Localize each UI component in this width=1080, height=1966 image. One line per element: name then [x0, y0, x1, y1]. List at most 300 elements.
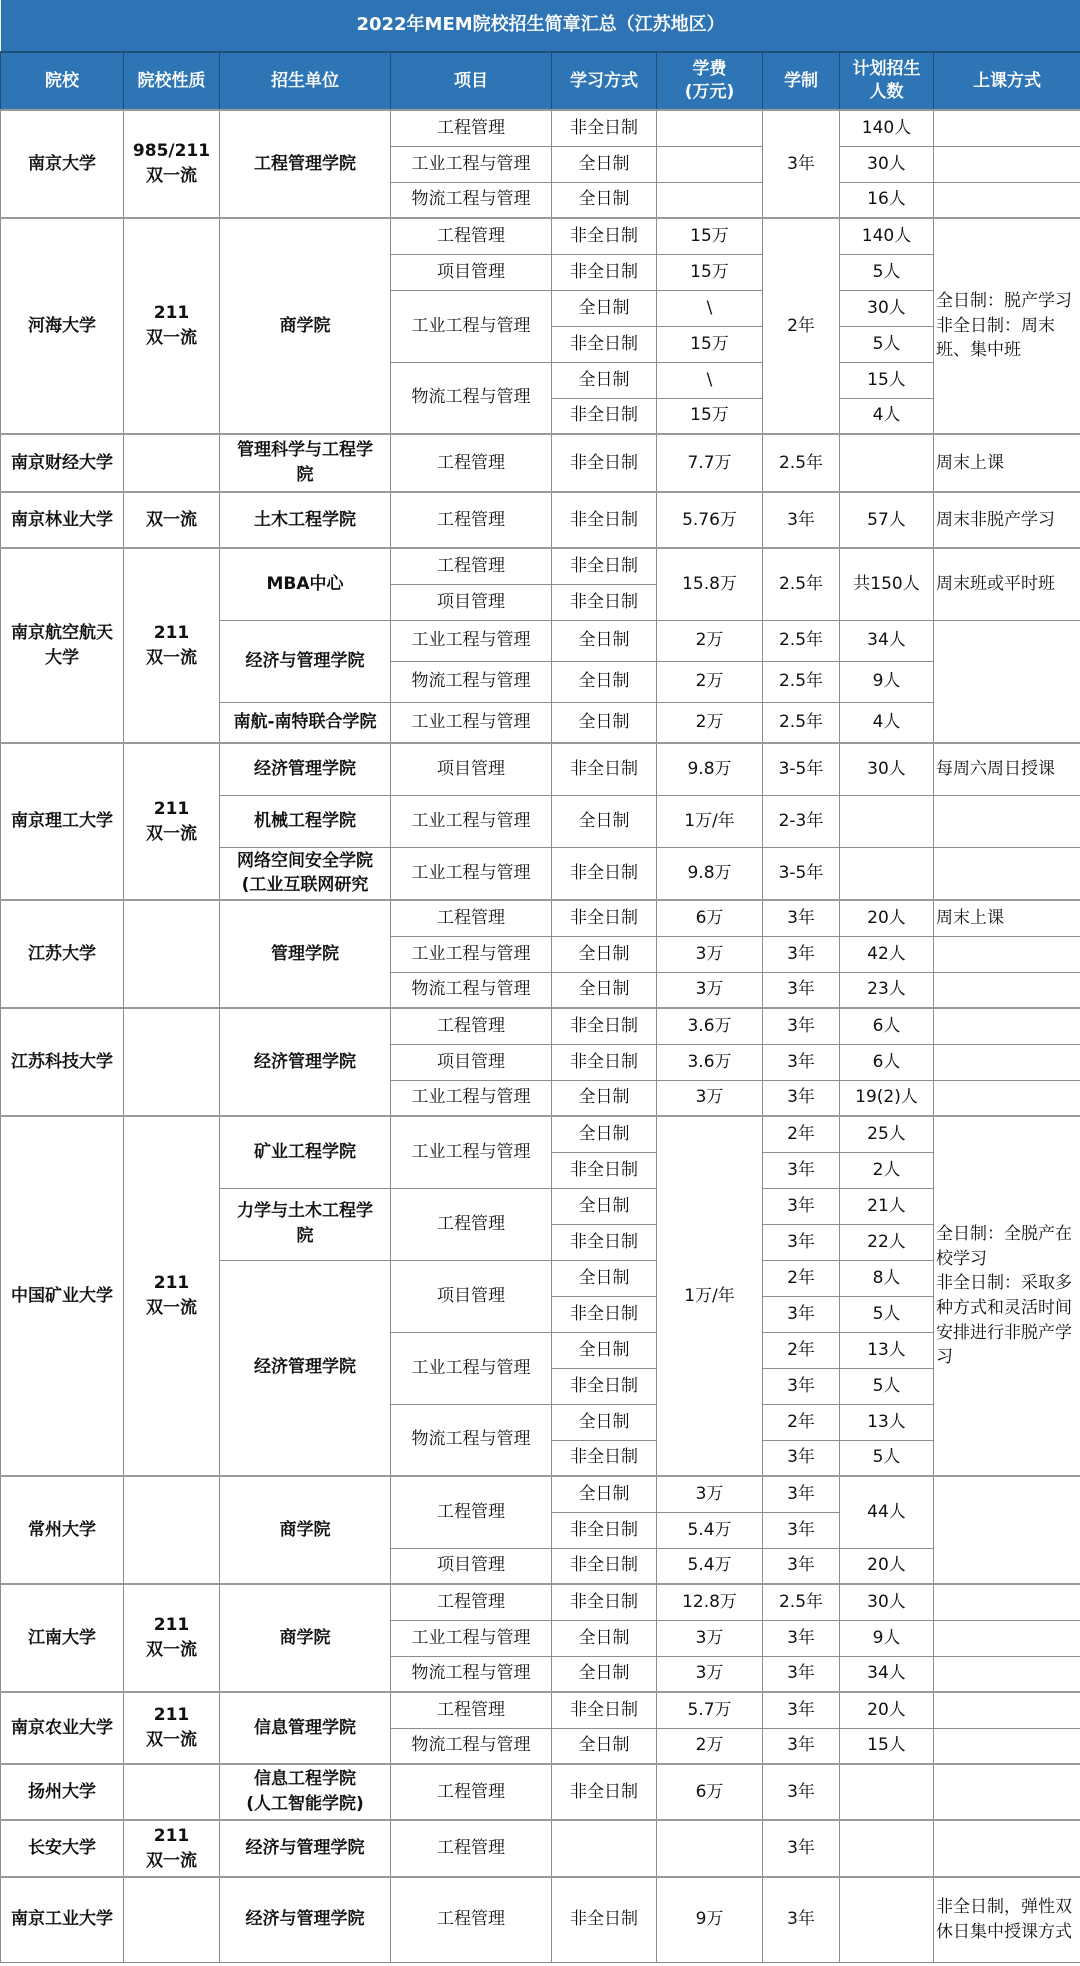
cell-unit: 经济与管理学院: [220, 620, 391, 702]
cell-duration: 2年: [763, 1332, 840, 1368]
cell-duration: 2.5年: [763, 661, 840, 702]
cell-school: 南京农业大学: [1, 1692, 124, 1764]
cell-fee: 2万: [657, 661, 763, 702]
cell-unit: 网络空间安全学院 (工业互联网研究: [220, 847, 391, 900]
cell-schedule: [934, 1656, 1080, 1692]
cell-schedule: [934, 1820, 1080, 1877]
cell-fee: 9.8万: [657, 847, 763, 900]
cell-quota: [840, 1764, 934, 1820]
cell-mode: 非全日制: [552, 398, 657, 434]
table-body: [1, 110, 1080, 1962]
cell-fee: 6万: [657, 1764, 763, 1820]
cell-duration: 3年: [763, 110, 840, 218]
cell-mode: 全日制: [552, 146, 657, 182]
cell-quota: 57人: [840, 492, 934, 548]
table-row: [1, 218, 1080, 254]
cell-mode: 全日制: [552, 1656, 657, 1692]
cell-quota: [840, 1820, 934, 1877]
cell-mode: 全日制: [552, 1476, 657, 1512]
cell-mode: 非全日制: [552, 1008, 657, 1044]
cell-schedule: 每周六周日授课: [934, 743, 1080, 795]
cell-fee: 5.4万: [657, 1548, 763, 1584]
cell-quota: 5人: [840, 1440, 934, 1476]
cell-mode: 非全日制: [552, 584, 657, 620]
column-header-program: 项目: [391, 52, 552, 110]
cell-quota: 共150人: [840, 548, 934, 620]
cell-unit: MBA中心: [220, 548, 391, 620]
cell-duration: 3年: [763, 1476, 840, 1512]
cell-duration: 2.5年: [763, 434, 840, 492]
cell-schedule: [934, 972, 1080, 1008]
cell-mode: 非全日制: [552, 1044, 657, 1080]
cell-duration: 3年: [763, 1512, 840, 1548]
cell-type: 211 双一流: [124, 1584, 220, 1692]
cell-school: 长安大学: [1, 1820, 124, 1877]
cell-school: 江苏科技大学: [1, 1008, 124, 1116]
cell-quota: 25人: [840, 1116, 934, 1152]
cell-fee: 15万: [657, 218, 763, 254]
cell-duration: 3-5年: [763, 847, 840, 900]
cell-schedule: [934, 795, 1080, 847]
cell-duration: 3年: [763, 1764, 840, 1820]
table-row: [1, 1584, 1080, 1620]
cell-mode: 全日制: [552, 362, 657, 398]
cell-school: 南京工业大学: [1, 1877, 124, 1962]
cell-schedule: [934, 182, 1080, 218]
cell-fee: 3.6万: [657, 1008, 763, 1044]
column-header-type: 院校性质: [124, 52, 220, 110]
column-header-unit: 招生单位: [220, 52, 391, 110]
cell-program: 物流工程与管理: [391, 972, 552, 1008]
cell-unit: 商学院: [220, 1476, 391, 1584]
cell-quota: 30人: [840, 146, 934, 182]
cell-quota: 9人: [840, 661, 934, 702]
cell-fee: 5.4万: [657, 1512, 763, 1548]
cell-mode: 全日制: [552, 1332, 657, 1368]
cell-unit: 工程管理学院: [220, 110, 391, 218]
cell-fee: 3.6万: [657, 1044, 763, 1080]
cell-program: 项目管理: [391, 1260, 552, 1332]
cell-school: 江苏大学: [1, 900, 124, 1008]
cell-quota: 5人: [840, 254, 934, 290]
cell-duration: 3年: [763, 1728, 840, 1764]
cell-schedule: [934, 1008, 1080, 1044]
column-header-fee: 学费 (万元): [657, 52, 763, 110]
cell-mode: 全日制: [552, 1080, 657, 1116]
cell-fee: \: [657, 290, 763, 326]
cell-quota: [840, 795, 934, 847]
cell-quota: 30人: [840, 743, 934, 795]
cell-unit: 管理学院: [220, 900, 391, 1008]
cell-fee: 2万: [657, 1728, 763, 1764]
cell-duration: 3年: [763, 1368, 840, 1404]
cell-program: 工程管理: [391, 1188, 552, 1260]
cell-schedule: [934, 847, 1080, 900]
cell-program: 工程管理: [391, 1008, 552, 1044]
cell-duration: 2.5年: [763, 1584, 840, 1620]
cell-schedule: [934, 1764, 1080, 1820]
cell-schedule: 周末上课: [934, 434, 1080, 492]
cell-type: 211 双一流: [124, 1692, 220, 1764]
cell-mode: [552, 1820, 657, 1877]
cell-quota: 34人: [840, 620, 934, 661]
cell-type: [124, 1877, 220, 1962]
cell-mode: 全日制: [552, 795, 657, 847]
table-row: [1, 1476, 1080, 1512]
cell-schedule: [934, 1620, 1080, 1656]
cell-type: 211 双一流: [124, 1116, 220, 1476]
table-row: [1, 1692, 1080, 1728]
cell-program: 工业工程与管理: [391, 290, 552, 362]
cell-mode: 全日制: [552, 936, 657, 972]
cell-unit: 力学与土木工程学 院: [220, 1188, 391, 1260]
cell-quota: 30人: [840, 290, 934, 326]
cell-quota: 13人: [840, 1404, 934, 1440]
cell-schedule: [934, 620, 1080, 743]
cell-quota: 34人: [840, 1656, 934, 1692]
cell-fee: 15万: [657, 398, 763, 434]
cell-quota: 4人: [840, 398, 934, 434]
cell-program: 工程管理: [391, 110, 552, 146]
cell-program: 项目管理: [391, 1044, 552, 1080]
cell-program: 工业工程与管理: [391, 936, 552, 972]
cell-fee: 3万: [657, 936, 763, 972]
cell-schedule: [934, 1476, 1080, 1584]
cell-quota: 5人: [840, 326, 934, 362]
cell-quota: 30人: [840, 1584, 934, 1620]
cell-duration: 2年: [763, 1116, 840, 1152]
title-row: [1, 0, 1080, 52]
cell-duration: 3年: [763, 972, 840, 1008]
cell-mode: 全日制: [552, 620, 657, 661]
cell-program: 工程管理: [391, 492, 552, 548]
table-row: [1, 492, 1080, 548]
cell-quota: 140人: [840, 218, 934, 254]
cell-type: 双一流: [124, 492, 220, 548]
cell-schedule: [934, 1584, 1080, 1620]
cell-quota: 140人: [840, 110, 934, 146]
cell-quota: [840, 1877, 934, 1962]
cell-quota: 21人: [840, 1188, 934, 1224]
column-header-schedule: 上课方式: [934, 52, 1080, 110]
cell-fee: 3万: [657, 972, 763, 1008]
cell-type: [124, 1476, 220, 1584]
cell-program: 工程管理: [391, 434, 552, 492]
cell-mode: 全日制: [552, 1404, 657, 1440]
cell-mode: 非全日制: [552, 1692, 657, 1728]
cell-quota: 22人: [840, 1224, 934, 1260]
cell-duration: 3年: [763, 1044, 840, 1080]
cell-school: 中国矿业大学: [1, 1116, 124, 1476]
cell-fee: 15万: [657, 326, 763, 362]
cell-mode: 非全日制: [552, 1584, 657, 1620]
cell-program: 工业工程与管理: [391, 847, 552, 900]
cell-schedule: 周末班或平时班: [934, 548, 1080, 620]
cell-schedule: 非全日制，弹性双休日集中授课方式: [934, 1877, 1080, 1962]
cell-type: 211 双一流: [124, 743, 220, 900]
cell-fee: 2万: [657, 702, 763, 743]
cell-fee: [657, 182, 763, 218]
cell-fee: 2万: [657, 620, 763, 661]
cell-duration: 2年: [763, 1404, 840, 1440]
cell-quota: 5人: [840, 1296, 934, 1332]
cell-duration: 3年: [763, 1620, 840, 1656]
cell-type: [124, 1008, 220, 1116]
cell-duration: 3-5年: [763, 743, 840, 795]
cell-unit: 经济管理学院: [220, 1260, 391, 1476]
cell-duration: 3年: [763, 1692, 840, 1728]
cell-schedule: [934, 1044, 1080, 1080]
cell-program: 项目管理: [391, 743, 552, 795]
cell-school: 河海大学: [1, 218, 124, 434]
table-row: [1, 434, 1080, 492]
cell-unit: 矿业工程学院: [220, 1116, 391, 1188]
cell-mode: 非全日制: [552, 1877, 657, 1962]
cell-fee: 15.8万: [657, 548, 763, 620]
cell-duration: 3年: [763, 1440, 840, 1476]
cell-duration: 2.5年: [763, 702, 840, 743]
cell-quota: 6人: [840, 1008, 934, 1044]
cell-fee: 5.7万: [657, 1692, 763, 1728]
cell-schedule: [934, 1728, 1080, 1764]
cell-fee: 3万: [657, 1620, 763, 1656]
cell-duration: 2-3年: [763, 795, 840, 847]
cell-mode: 非全日制: [552, 492, 657, 548]
cell-quota: 23人: [840, 972, 934, 1008]
cell-type: 211 双一流: [124, 218, 220, 434]
cell-unit: 经济与管理学院: [220, 1820, 391, 1877]
cell-mode: 非全日制: [552, 1764, 657, 1820]
table-row: [1, 1116, 1080, 1152]
cell-duration: 2年: [763, 1260, 840, 1296]
cell-mode: 全日制: [552, 972, 657, 1008]
cell-fee: 15万: [657, 254, 763, 290]
cell-type: [124, 1764, 220, 1820]
cell-mode: 全日制: [552, 702, 657, 743]
cell-schedule: 全日制：脱产学习 非全日制：周末班、集中班: [934, 218, 1080, 434]
cell-duration: 3年: [763, 1656, 840, 1692]
cell-mode: 全日制: [552, 1188, 657, 1224]
cell-duration: 3年: [763, 492, 840, 548]
cell-quota: 15人: [840, 362, 934, 398]
cell-unit: 商学院: [220, 1584, 391, 1692]
cell-quota: 19(2)人: [840, 1080, 934, 1116]
cell-unit: 商学院: [220, 218, 391, 434]
cell-mode: 全日制: [552, 1260, 657, 1296]
cell-mode: 全日制: [552, 1116, 657, 1152]
cell-schedule: [934, 146, 1080, 182]
cell-school: 扬州大学: [1, 1764, 124, 1820]
cell-program: 物流工程与管理: [391, 661, 552, 702]
cell-duration: 3年: [763, 1224, 840, 1260]
cell-school: 南京大学: [1, 110, 124, 218]
cell-type: 211 双一流: [124, 1820, 220, 1877]
cell-schedule: 周末非脱产学习: [934, 492, 1080, 548]
cell-unit: 土木工程学院: [220, 492, 391, 548]
cell-fee: \: [657, 362, 763, 398]
cell-quota: 4人: [840, 702, 934, 743]
cell-schedule: [934, 1692, 1080, 1728]
cell-fee: 5.76万: [657, 492, 763, 548]
cell-fee: 12.8万: [657, 1584, 763, 1620]
cell-mode: 全日制: [552, 661, 657, 702]
cell-school: 南京林业大学: [1, 492, 124, 548]
cell-program: 物流工程与管理: [391, 362, 552, 434]
cell-program: 项目管理: [391, 584, 552, 620]
cell-mode: 全日制: [552, 182, 657, 218]
cell-unit: 信息工程学院 (人工智能学院): [220, 1764, 391, 1820]
cell-program: 工程管理: [391, 1692, 552, 1728]
cell-duration: 3年: [763, 1080, 840, 1116]
cell-mode: 非全日制: [552, 1440, 657, 1476]
column-header-quota: 计划招生 人数: [840, 52, 934, 110]
cell-duration: 2.5年: [763, 620, 840, 661]
table-row: [1, 1820, 1080, 1877]
cell-mode: 非全日制: [552, 1296, 657, 1332]
cell-unit: 经济管理学院: [220, 1008, 391, 1116]
cell-school: 江南大学: [1, 1584, 124, 1692]
cell-quota: [840, 847, 934, 900]
cell-quota: 16人: [840, 182, 934, 218]
cell-mode: 非全日制: [552, 1368, 657, 1404]
column-header-mode: 学习方式: [552, 52, 657, 110]
cell-fee: [657, 146, 763, 182]
cell-fee: 7.7万: [657, 434, 763, 492]
cell-program: 工业工程与管理: [391, 1116, 552, 1188]
cell-mode: 全日制: [552, 1620, 657, 1656]
cell-school: 南京理工大学: [1, 743, 124, 900]
cell-unit: 经济管理学院: [220, 743, 391, 795]
cell-mode: 非全日制: [552, 743, 657, 795]
cell-quota: 20人: [840, 1548, 934, 1584]
cell-mode: 非全日制: [552, 900, 657, 936]
cell-program: 工业工程与管理: [391, 702, 552, 743]
cell-fee: 6万: [657, 900, 763, 936]
cell-mode: 非全日制: [552, 326, 657, 362]
cell-type: [124, 900, 220, 1008]
cell-mode: 全日制: [552, 1728, 657, 1764]
cell-program: 项目管理: [391, 1548, 552, 1584]
cell-program: 工程管理: [391, 1877, 552, 1962]
cell-quota: 42人: [840, 936, 934, 972]
cell-mode: 非全日制: [552, 548, 657, 584]
cell-schedule: [934, 936, 1080, 972]
cell-quota: 20人: [840, 1692, 934, 1728]
cell-schedule: [934, 110, 1080, 146]
cell-duration: 3年: [763, 1152, 840, 1188]
cell-program: 工程管理: [391, 218, 552, 254]
cell-schedule: [934, 1080, 1080, 1116]
cell-mode: 非全日制: [552, 434, 657, 492]
cell-quota: 2人: [840, 1152, 934, 1188]
cell-schedule: 全日制：全脱产在校学习 非全日制：采取多种方式和灵活时间安排进行非脱产学习: [934, 1116, 1080, 1476]
cell-quota: 20人: [840, 900, 934, 936]
cell-program: 工程管理: [391, 1584, 552, 1620]
cell-unit: 经济与管理学院: [220, 1877, 391, 1962]
cell-duration: 3年: [763, 1008, 840, 1044]
cell-program: 物流工程与管理: [391, 1656, 552, 1692]
cell-school: 常州大学: [1, 1476, 124, 1584]
cell-mode: 非全日制: [552, 254, 657, 290]
column-header-duration: 学制: [763, 52, 840, 110]
cell-type: [124, 434, 220, 492]
table-row: [1, 743, 1080, 795]
cell-duration: 3年: [763, 1877, 840, 1962]
cell-fee: 3万: [657, 1476, 763, 1512]
cell-fee: 9万: [657, 1877, 763, 1962]
header-row: [1, 52, 1080, 110]
cell-duration: 2年: [763, 218, 840, 434]
column-header-school: 院校: [1, 52, 124, 110]
table-title: 2022年MEM院校招生简章汇总（江苏地区）: [1, 0, 1080, 52]
cell-unit: 信息管理学院: [220, 1692, 391, 1764]
cell-fee: 1万/年: [657, 795, 763, 847]
cell-fee: 1万/年: [657, 1116, 763, 1476]
table-row: [1, 110, 1080, 146]
cell-fee: [657, 110, 763, 146]
cell-program: 项目管理: [391, 254, 552, 290]
cell-schedule: 周末上课: [934, 900, 1080, 936]
cell-type: 211 双一流: [124, 548, 220, 743]
cell-school: 南京财经大学: [1, 434, 124, 492]
cell-program: 工程管理: [391, 1764, 552, 1820]
table-row: [1, 1877, 1080, 1962]
cell-type: 985/211 双一流: [124, 110, 220, 218]
cell-program: 工业工程与管理: [391, 1080, 552, 1116]
cell-mode: 非全日制: [552, 1224, 657, 1260]
table-row: [1, 900, 1080, 936]
cell-mode: 非全日制: [552, 1512, 657, 1548]
table-row: [1, 1764, 1080, 1820]
cell-fee: 3万: [657, 1656, 763, 1692]
table-row: [1, 1008, 1080, 1044]
cell-program: 工业工程与管理: [391, 146, 552, 182]
cell-unit: 机械工程学院: [220, 795, 391, 847]
cell-program: 工业工程与管理: [391, 1620, 552, 1656]
cell-duration: 3年: [763, 936, 840, 972]
cell-mode: 全日制: [552, 290, 657, 326]
cell-duration: 3年: [763, 1548, 840, 1584]
cell-duration: 3年: [763, 900, 840, 936]
cell-quota: [840, 434, 934, 492]
cell-fee: 9.8万: [657, 743, 763, 795]
cell-duration: 3年: [763, 1820, 840, 1877]
cell-mode: 非全日制: [552, 1548, 657, 1584]
cell-mode: 非全日制: [552, 218, 657, 254]
cell-program: 工程管理: [391, 900, 552, 936]
cell-program: 工业工程与管理: [391, 795, 552, 847]
cell-quota: 9人: [840, 1620, 934, 1656]
cell-duration: 2.5年: [763, 548, 840, 620]
cell-school: 南京航空航天 大学: [1, 548, 124, 743]
cell-quota: 6人: [840, 1044, 934, 1080]
cell-mode: 非全日制: [552, 1152, 657, 1188]
cell-unit: 管理科学与工程学 院: [220, 434, 391, 492]
cell-quota: 5人: [840, 1368, 934, 1404]
cell-unit: 南航-南特联合学院: [220, 702, 391, 743]
cell-program: 工程管理: [391, 548, 552, 584]
cell-quota: 8人: [840, 1260, 934, 1296]
cell-program: 工业工程与管理: [391, 1332, 552, 1404]
cell-program: 物流工程与管理: [391, 1404, 552, 1476]
cell-fee: [657, 1820, 763, 1877]
cell-fee: 3万: [657, 1080, 763, 1116]
cell-mode: 非全日制: [552, 110, 657, 146]
cell-quota: 44人: [840, 1476, 934, 1548]
cell-program: 工业工程与管理: [391, 620, 552, 661]
cell-mode: 非全日制: [552, 847, 657, 900]
cell-duration: 3年: [763, 1296, 840, 1332]
